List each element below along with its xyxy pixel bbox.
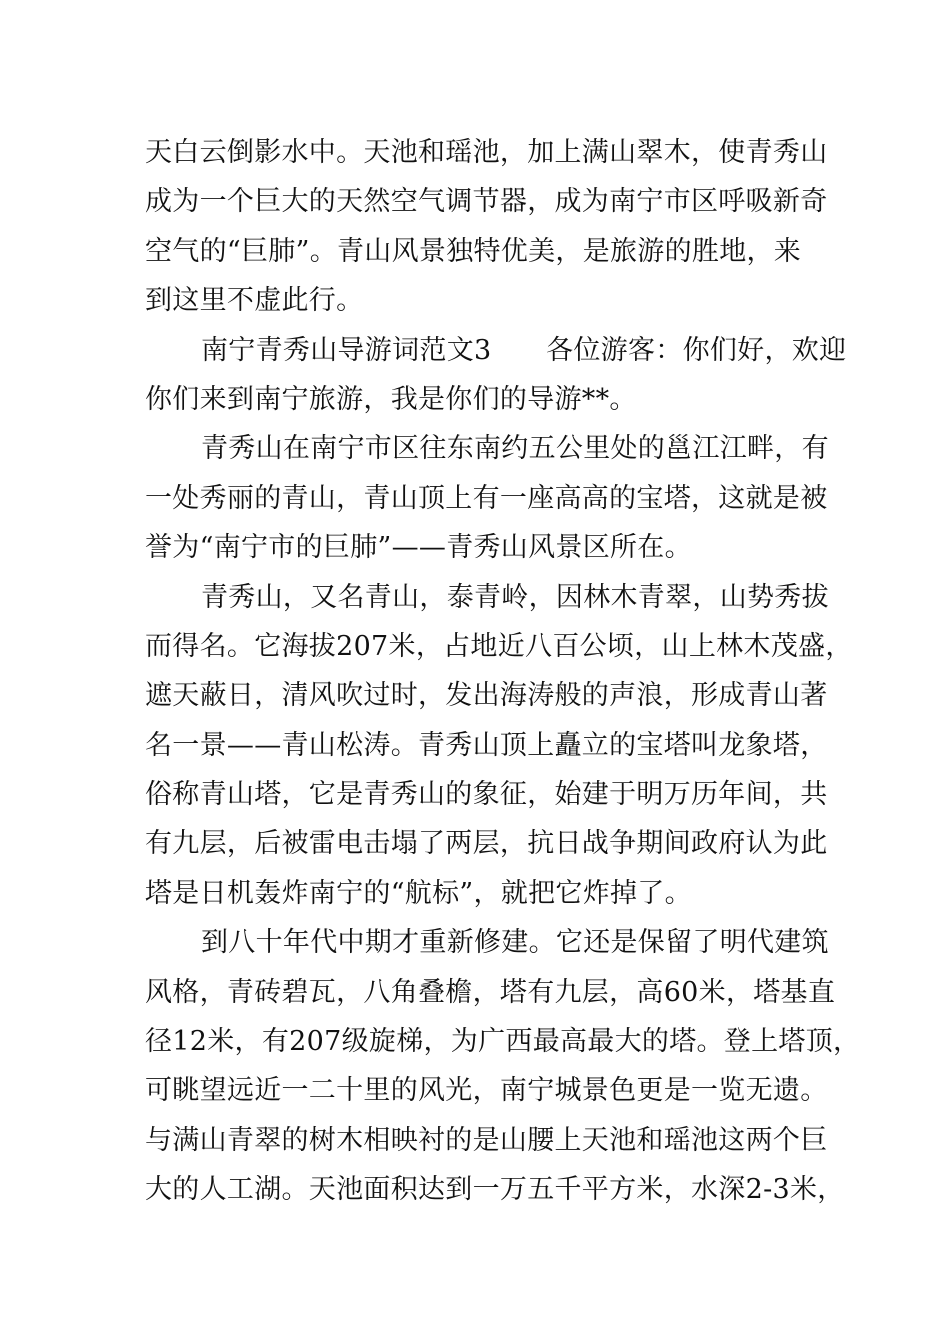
- text-line: 青秀山在南宁市区往东南约五公里处的邕江江畔，有: [201, 433, 829, 465]
- text-line: 空气的“巨肺”。青山风景独特优美，是旅游的胜地，来: [145, 235, 802, 267]
- text-line: 与满山青翠的树木相映衬的是山腰上天池和瑶池这两个巨: [145, 1124, 828, 1156]
- text-line: 径12米，有207级旋梯，为广西最高最大的塔。登上塔顶，: [145, 1026, 861, 1058]
- text-line: 到这里不虚此行。: [145, 285, 364, 317]
- text-line: 誉为“南宁市的巨肺”——青秀山风景区所在。: [145, 532, 692, 564]
- text-line: 你们来到南宁旅游，我是你们的导游**。: [145, 383, 637, 415]
- text-line: 风格，青砖碧瓦，八角叠檐，塔有九层，高60米，塔基直: [145, 976, 836, 1008]
- text-line: 有九层，后被雷电击塌了两层，抗日战争期间政府认为此: [145, 828, 828, 860]
- text-line: 天白云倒影水中。天池和瑶池，加上满山翠木，使青秀山: [145, 137, 828, 168]
- text-line: 到八十年代中期才重新修建。它还是保留了明代建筑: [201, 927, 829, 959]
- text-line: 南宁青秀山导游词范文3 各位游客：你们好，欢迎: [201, 334, 847, 366]
- text-line: 名一景——青山松涛。青秀山顶上矗立的宝塔叫龙象塔，: [145, 729, 828, 761]
- text-line: 青秀山，又名青山，泰青岭，因林木青翠，山势秀拔: [201, 581, 829, 613]
- text-line: 成为一个巨大的天然空气调节器，成为南宁市区呼吸新奇: [145, 186, 828, 218]
- text-line: 俗称青山塔，它是青秀山的象征，始建于明万历年间，共: [145, 779, 828, 811]
- text-line: 大的人工湖。天池面积达到一万五千平方米，水深2-3米，: [145, 1174, 845, 1206]
- text-line: 一处秀丽的青山，青山顶上有一座高高的宝塔，这就是被: [145, 482, 828, 514]
- body-text: [145, 128, 861, 1215]
- text-line: 而得名。它海拔207米，占地近八百公顷，山上林木茂盛，: [145, 630, 853, 662]
- text-line: 可眺望远近一二十里的风光，南宁城景色更是一览无遗。: [145, 1075, 828, 1107]
- text-line: 遮天蔽日，清风吹过时，发出海涛般的声浪，形成青山著: [145, 680, 828, 712]
- text-line: 塔是日机轰炸南宁的“航标”，就把它炸掉了。: [145, 877, 692, 909]
